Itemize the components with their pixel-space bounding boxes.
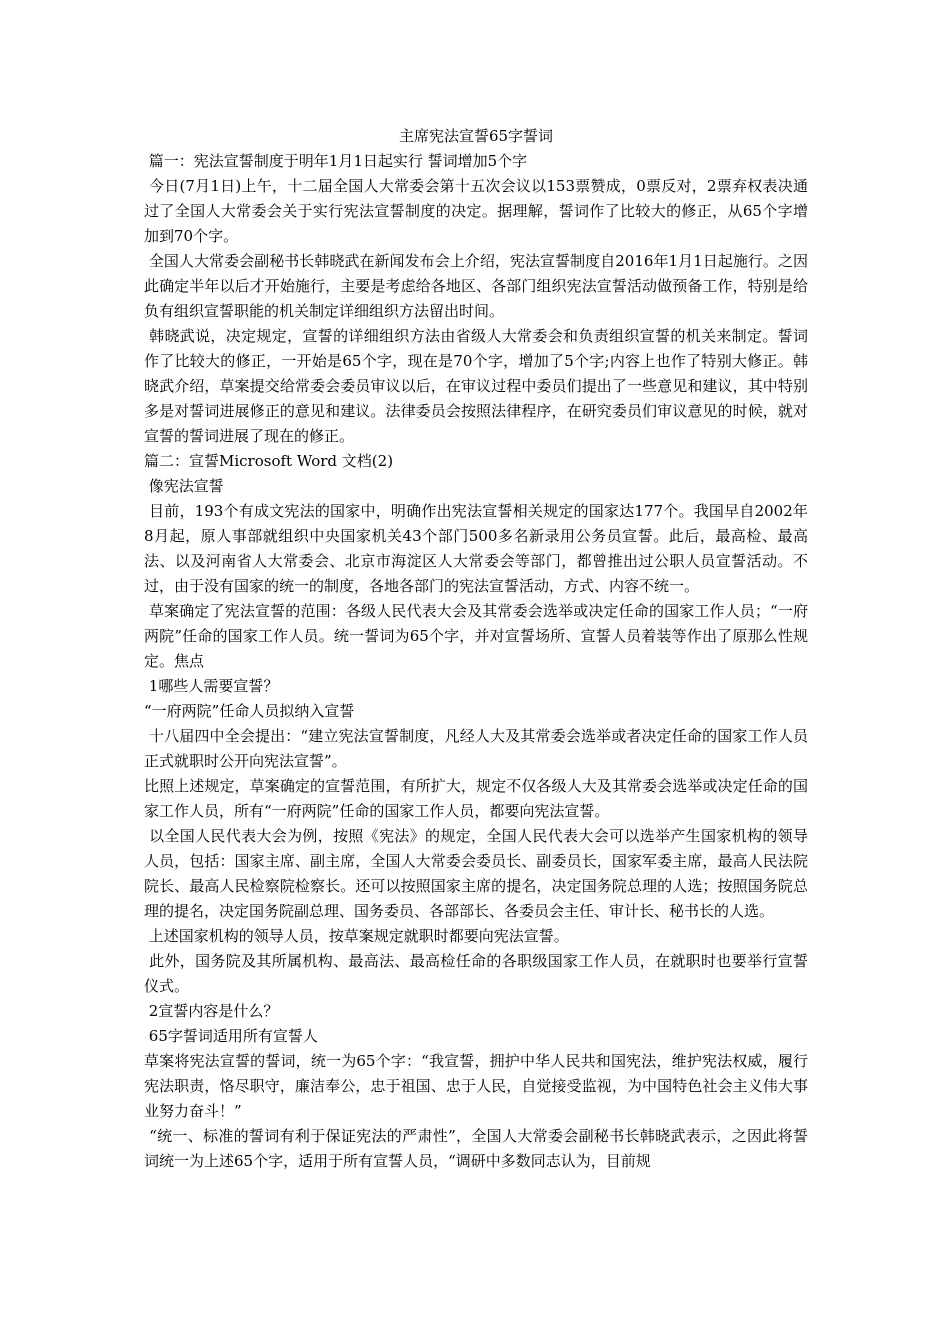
subheading: 65字誓词适用所有宣誓人 bbox=[144, 1027, 318, 1045]
question-heading: 2宣誓内容是什么？ bbox=[144, 1002, 279, 1020]
section-heading: 篇二：宣誓Microsoft Word 文档(2) bbox=[144, 452, 394, 470]
paragraph: 韩晓武说，决定规定，宣誓的详细组织方法由省级人大常委会和负责组织宣誓的机关来制定。誓词作了比较大的修正，一开始是65个字，现在是70个字，增加了5个字;内容上也作了特别大修正。韩晓武介绍，草案提交给常委会委员审议以后，在审议过程中委员们提出了一些意见和建议，其中特别多是对誓词进展修正的意见和建议。法律委员会按照法律程序，在研究委员们审议意见的时候，就对宣誓的誓词进展了现在的修正。 bbox=[144, 327, 808, 445]
paragraph: 此外，国务院及其所属机构、最高法、最高检任命的各职级国家工作人员，在就职时也要举行宣誓仪式。 bbox=[144, 952, 808, 995]
paragraph: 今日(7月1日)上午，十二届全国人大常委会第十五次会议以153票赞成，0票反对，2票弃权表决通过了全国人大常委会关于实行宪法宣誓制度的决定。据理解，誓词作了比较大的修正，从65个字增加到70个字。 bbox=[144, 177, 808, 245]
paragraph: 篇一：宪法宣誓制度于明年1月1日起实行 誓词增加5个字 bbox=[144, 152, 528, 170]
paragraph: “统一、标准的誓词有利于保证宪法的严肃性”，全国人大常委会副秘书长韩晓武表示，之因此将誓词统一为上述65个字，适用于所有宣誓人员，“调研中多数同志认为，目前规 bbox=[144, 1127, 808, 1170]
paragraph: 全国人大常委会副秘书长韩晓武在新闻发布会上介绍，宪法宣誓制度自2016年1月1日起施行。之因此确定半年以后才开始施行，主要是考虑给各地区、各部门组织宪法宣誓活动做预备工作，特别是给负有组织宣誓职能的机关制定详细组织方法留出时间。 bbox=[144, 252, 809, 320]
document-title: 主席宪法宣誓65字誓词 bbox=[398, 127, 554, 145]
subheading: “一府两院”任命人员拟纳入宣誓 bbox=[144, 702, 355, 720]
paragraph: 目前，193个有成文宪法的国家中，明确作出宪法宣誓相关规定的国家达177个。我国早自2002年8月起，原人事部就组织中央国家机关43个部门500多名新录用公务员宣誓。此后，最高检、最高法、以及河南省人大常委会、北京市海淀区人大常委会等部门，都曾推出过公职人员宣誓活动。不过，由于没有国家的统一的制度，各地各部门的宪法宣誓活动，方式、内容不统一。 bbox=[144, 502, 808, 595]
paragraph: 上述国家机构的领导人员，按草案规定就职时都要向宪法宣誓。 bbox=[144, 927, 569, 945]
paragraph: 草案确定了宪法宣誓的范围：各级人民代表大会及其常委会选举或决定任命的国家工作人员；“一府两院”任命的国家工作人员。统一誓词为65个字，并对宣誓场所、宣誓人员着装等作出了原那么性规定。焦点 bbox=[144, 602, 808, 670]
question-heading: 1哪些人需要宣誓？ bbox=[144, 677, 279, 695]
document-body bbox=[144, 149, 808, 1174]
paragraph: 像宪法宣誓 bbox=[144, 477, 224, 495]
paragraph: 以全国人民代表大会为例，按照《宪法》的规定，全国人民代表大会可以选举产生国家机构的领导人员，包括：国家主席、副主席，全国人大常委会委员长、副委员长，国家军委主席，最高人民法院院长、最高人民检察院检察长。还可以按照国家主席的提名，决定国务院总理的人选；按照国务院总理的提名，决定国务院副总理、国务委员、各部部长、各委员会主任、审计长、秘书长的人选。 bbox=[144, 827, 808, 920]
paragraph: 十八届四中全会提出：“建立宪法宣誓制度，凡经人大及其常委会选举或者决定任命的国家工作人员正式就职时公开向宪法宣誓”。 bbox=[144, 727, 808, 770]
paragraph: 比照上述规定，草案确定的宣誓范围，有所扩大，规定不仅各级人大及其常委会选举或决定任命的国家工作人员，所有“一府两院”任命的国家工作人员，都要向宪法宣誓。 bbox=[144, 777, 808, 820]
paragraph: 草案将宪法宣誓的誓词，统一为65个字：“我宣誓，拥护中华人民共和国宪法，维护宪法权威，履行宪法职责，恪尽职守，廉洁奉公，忠于祖国、忠于人民，自觉接受监视，为中国特色社会主义伟大事业努力奋斗！” bbox=[144, 1052, 808, 1120]
document-page bbox=[144, 124, 808, 1174]
